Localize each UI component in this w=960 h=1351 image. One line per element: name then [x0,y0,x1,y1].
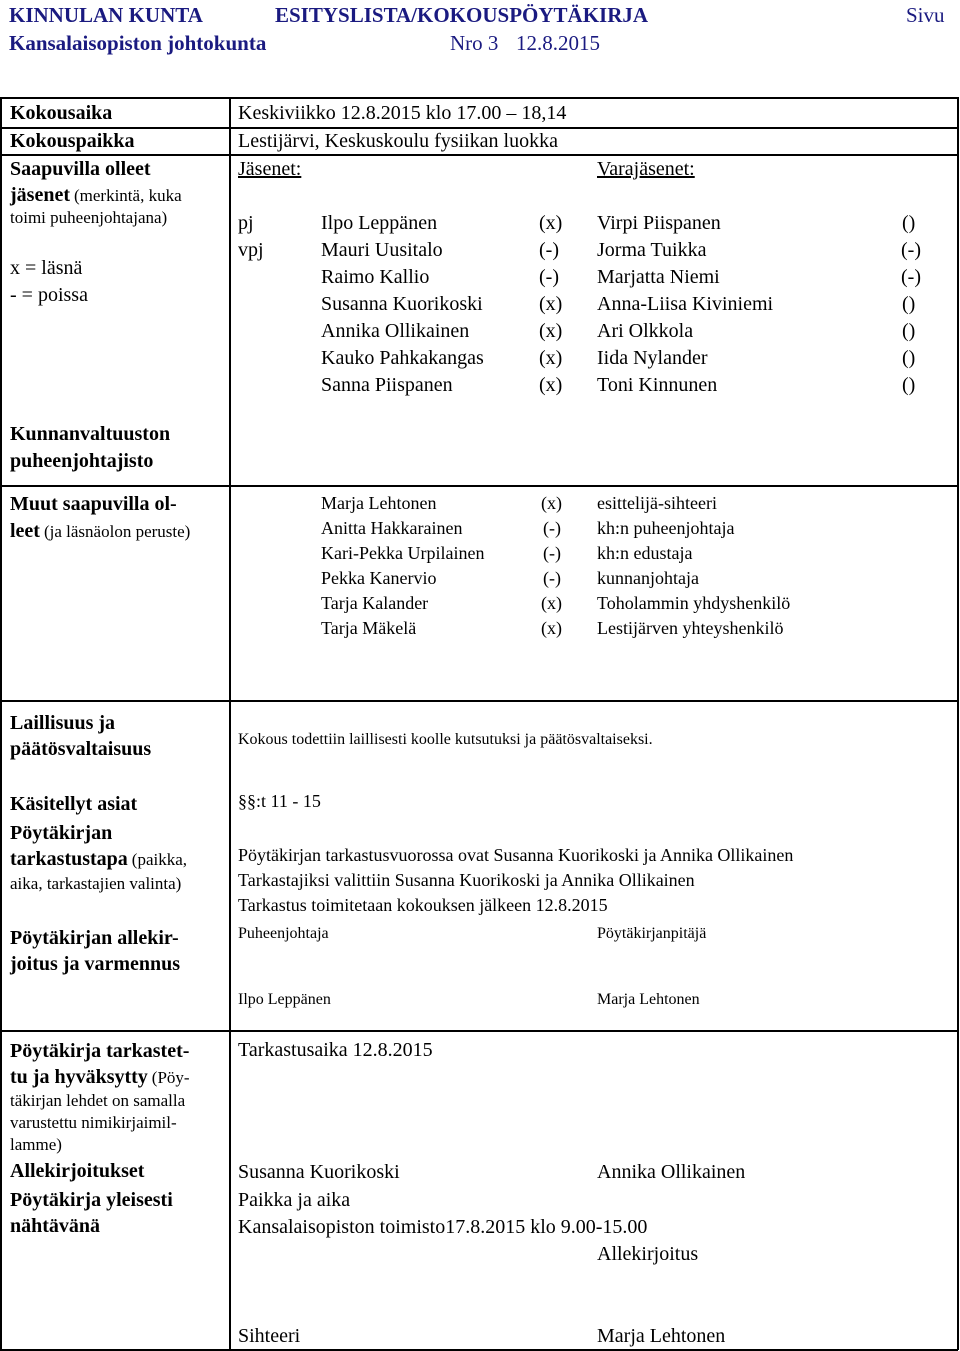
council-label-2: puheenjohtajisto [10,450,154,472]
legality-label-2: päätösvaltaisuus [10,738,152,760]
other-mark: (x) [541,593,562,613]
other-name: Pekka Kanervio [321,568,437,588]
legend-present: x = läsnä [10,257,83,279]
attendance-sublabel: jäsenet (merkintä, kuka [10,184,182,206]
signature-name-2: Annika Ollikainen [597,1161,746,1183]
deputies-header: Varajäsenet: [597,158,695,180]
approval-value: Tarkastusaika 12.8.2015 [238,1039,433,1061]
other-role: kh:n edustaja [597,543,693,563]
approval-note-2: varustettu nimikirjaimil- [10,1113,177,1132]
approval-note-1: täkirjan lehdet on samalla [10,1091,186,1110]
row-divider [0,1030,958,1032]
table-right-border [957,97,959,1350]
member-name: Kauko Pahkakangas [321,347,484,369]
deputy-mark: (-) [901,266,921,288]
table-left-border [0,97,2,1350]
deputy-name: Ari Olkkola [597,320,694,342]
other-name: Tarja Kalander [321,593,429,613]
other-mark: (-) [543,518,561,538]
review-note: aika, tarkastajien valinta) [10,874,182,893]
review-label: Pöytäkirjan [10,822,113,844]
deputy-name: Toni Kinnunen [597,374,718,396]
items-label: Käsitellyt asiat [10,793,138,815]
member-name: Susanna Kuorikoski [321,293,483,315]
meeting-place-value: Lestijärvi, Keskuskoulu fysiikan luokka [238,130,558,152]
other-name: Tarja Mäkelä [321,618,417,638]
other-name: Marja Lehtonen [321,493,437,513]
row-divider [0,700,958,702]
review-line-3: Tarkastus toimitetaan kokouksen jälkeen 12.8.2015 [238,895,608,915]
meeting-time-value: Keskiviikko 12.8.2015 klo 17.00 – 18,14 [238,102,567,124]
document-type: ESITYSLISTA/KOKOUSPÖYTÄKIRJA [275,3,649,27]
other-mark: (x) [541,493,562,513]
other-name: Kari-Pekka Urpilainen [321,543,485,563]
meeting-time-label: Kokousaika [10,102,113,124]
signature-name-1: Susanna Kuorikoski [238,1161,400,1183]
legend-absent: - = poissa [10,284,88,306]
chair-name: Ilpo Leppänen [238,991,331,1008]
legality-label: Laillisuus ja [10,712,116,734]
secretary-title: Pöytäkirjanpitäjä [597,925,707,942]
review-line-2: Tarkastajiksi valittiin Susanna Kuorikoski ja Annika Ollikainen [238,870,695,890]
row-divider [0,154,958,156]
member-name: Annika Ollikainen [321,320,470,342]
page-label: Sivu [906,3,945,27]
review-line-1: Pöytäkirjan tarkastusvuorossa ovat Susanna Kuorikoski ja Annika Ollikainen [238,845,794,865]
member-role: vpj [238,239,264,261]
other-role: esittelijä-sihteeri [597,493,717,513]
member-name: Mauri Uusitalo [321,239,443,261]
signing-label: Pöytäkirjan allekir- [10,927,179,949]
place-time-label: Paikka ja aika [238,1189,351,1211]
secretary-name: Marja Lehtonen [597,991,700,1008]
meeting-place-label: Kokouspaikka [10,130,135,152]
member-mark: (x) [539,347,563,369]
other-mark: (-) [543,543,561,563]
other-name: Anitta Hakkarainen [321,518,463,538]
deputy-name: Marjatta Niemi [597,266,720,288]
other-role: kunnanjohtaja [597,568,699,588]
deputy-mark: (-) [901,239,921,261]
deputy-mark: () [902,374,916,396]
member-name: Ilpo Leppänen [321,212,438,234]
deputy-mark: () [902,293,916,315]
member-mark: (x) [539,320,563,342]
member-name: Sanna Piispanen [321,374,453,396]
attendance-label: Saapuvilla olleet [10,158,151,180]
org-name: KINNULAN KUNTA [9,3,203,27]
public-label: Pöytäkirja yleisesti [10,1189,173,1211]
other-mark: (-) [543,568,561,588]
deputy-name: Jorma Tuikka [597,239,707,261]
public-label-2: nähtävänä [10,1215,101,1237]
table-top-border [0,97,958,99]
chair-title: Puheenjohtaja [238,925,329,942]
member-mark: (-) [539,266,559,288]
member-mark: (x) [539,212,563,234]
approval-sublabel: tu ja hyväksytty (Pöy- [10,1066,190,1088]
public-secretary-name: Marja Lehtonen [597,1325,726,1347]
members-header: Jäsenet: [238,158,302,180]
signing-label-2: joitus ja varmennus [10,953,181,975]
member-mark: (x) [539,293,563,315]
board-name: Kansalaisopiston johtokunta [9,31,267,55]
member-role: pj [238,212,254,234]
public-signature-label: Allekirjoitus [597,1243,699,1265]
approval-note-3: lamme) [10,1135,62,1154]
deputy-name: Anna-Liisa Kiviniemi [597,293,774,315]
member-name: Raimo Kallio [321,266,430,288]
other-role: Toholammin yhdyshenkilö [597,593,791,613]
deputy-name: Virpi Piispanen [597,212,721,234]
row-divider [0,485,958,487]
items-value: §§:t 11 - 15 [238,791,321,811]
approval-label: Pöytäkirja tarkastet- [10,1040,190,1062]
deputy-name: Iida Nylander [597,347,708,369]
other-role: kh:n puheenjohtaja [597,518,735,538]
column-divider [229,97,231,1350]
review-sublabel: tarkastustapa (paikka, [10,848,188,870]
signatures-label: Allekirjoitukset [10,1160,145,1182]
place-time-value: Kansalaisopiston toimisto17.8.2015 klo 9.00-15.00 [238,1216,648,1238]
attendance-note: toimi puheenjohtajana) [10,208,168,227]
deputy-mark: () [902,320,916,342]
deputy-mark: () [902,347,916,369]
other-role: Lestijärven yhteyshenkilö [597,618,784,638]
meeting-number: Nro 3 [450,31,499,55]
meeting-date: 12.8.2015 [516,31,600,55]
legality-text: Kokous todettiin laillisesti koolle kutsutuksi ja päätösvaltaiseksi. [238,731,653,748]
deputy-mark: () [902,212,916,234]
council-label: Kunnanvaltuuston [10,423,171,445]
public-secretary-label: Sihteeri [238,1325,301,1347]
row-divider [0,127,958,129]
other-mark: (x) [541,618,562,638]
member-mark: (-) [539,239,559,261]
others-label: Muut saapuvilla ol- [10,493,177,515]
member-mark: (x) [539,374,563,396]
others-sublabel: leet (ja läsnäolon peruste) [10,520,191,542]
